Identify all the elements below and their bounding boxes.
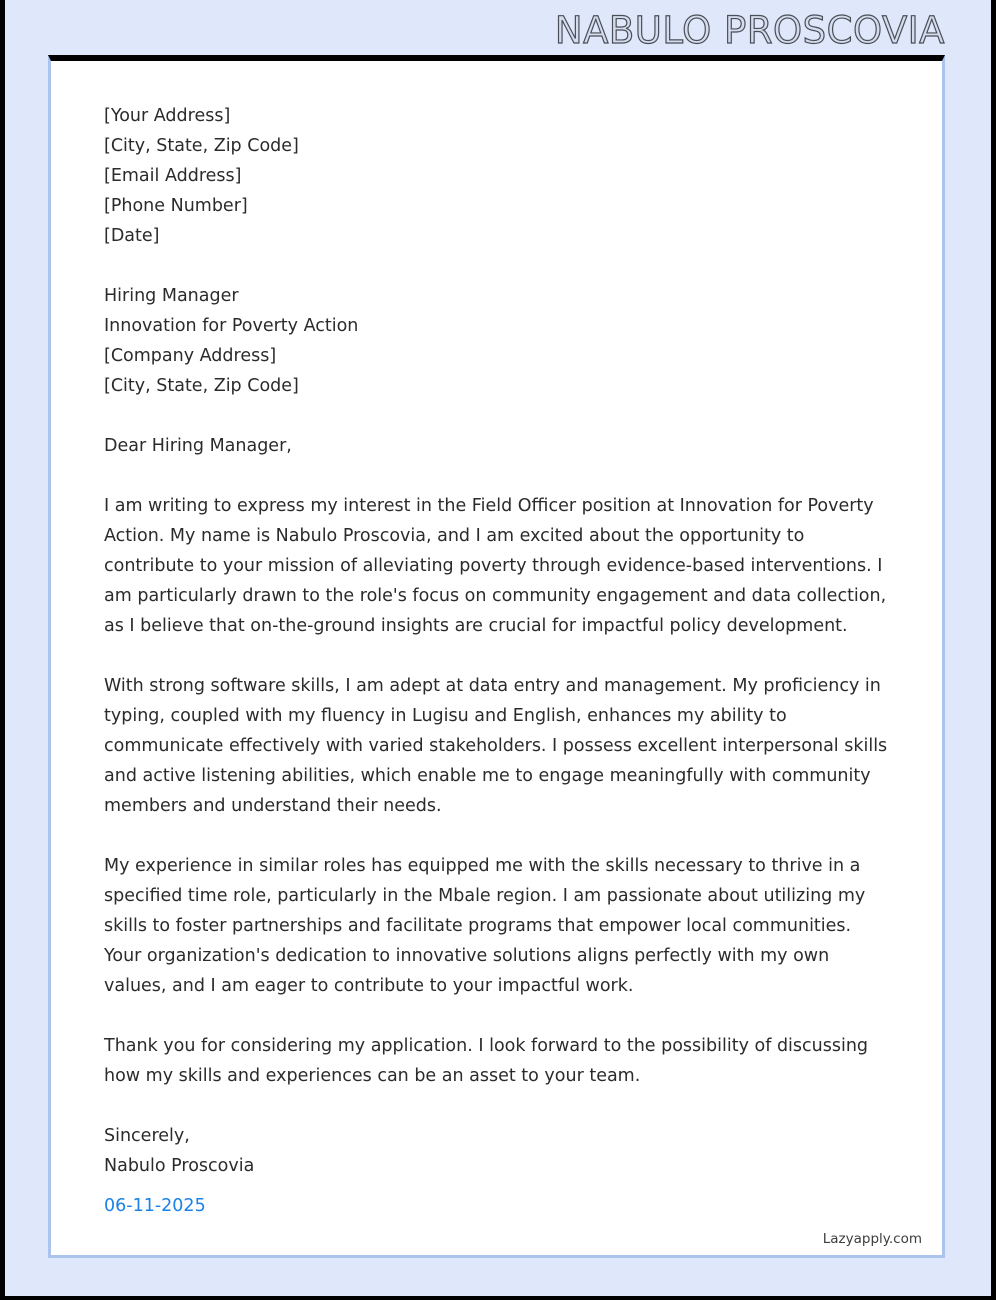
closing-block — [104, 1121, 902, 1221]
sender-address-line: [Date] — [104, 226, 160, 246]
closing-salutation: Sincerely, — [104, 1126, 190, 1146]
body-paragraph: Thank you for considering my application. I look forward to the possibility of discussing how my skills and experiences can be an asset to your team. — [104, 1036, 869, 1086]
footer-watermark: Lazyapply.com — [822, 1231, 922, 1247]
sender-address-line: [Email Address] — [104, 166, 242, 186]
signature-name: Nabulo Proscovia — [104, 1156, 255, 1176]
sender-address-line: [Phone Number] — [104, 196, 248, 216]
sender-address-line: [Your Address] — [104, 106, 231, 126]
sender-address-block — [104, 101, 902, 251]
body-paragraph: My experience in similar roles has equipped me with the skills necessary to thrive in a specified time role, particularly in the Mbale region. I am passionate about utilizing my skills to foster partnerships and facilitate programs that empower local communities. Your organization's dedication to innovative solutions aligns perfectly with my own values, and I am eager to contribute to your impactful work. — [104, 856, 866, 996]
recipient-address-line: [Company Address] — [104, 346, 277, 366]
letter-body — [51, 61, 942, 1255]
page-title: NABULO PROSCOVIA — [554, 9, 945, 52]
salutation: Dear Hiring Manager, — [104, 436, 292, 456]
recipient-address-line: Innovation for Poverty Action — [104, 316, 359, 336]
recipient-address-line: Hiring Manager — [104, 286, 239, 306]
document-header — [5, 0, 991, 55]
recipient-address-line: [City, State, Zip Code] — [104, 376, 299, 396]
recipient-address-block — [104, 281, 902, 401]
signature-date: 06-11-2025 — [104, 1196, 206, 1216]
body-paragraph: With strong software skills, I am adept at data entry and management. My proficiency in typing, coupled with my fluency in Lugisu and English, enhances my ability to communicate effectively with varied stakeholders. I possess excellent interpersonal skills and active listening abilities, which enable me to engage meaningfully with community members and understand their needs. — [104, 676, 888, 816]
body-paragraph: I am writing to express my interest in the Field Officer position at Innovation for Poverty Action. My name is Nabulo Proscovia, and I am excited about the opportunity to contribute to your mission of alleviating poverty through evidence-based interventions. I am particularly drawn to the role's focus on community engagement and data collection, as I believe that on-the-ground insights are crucial for impactful policy development. — [104, 496, 887, 636]
sender-address-line: [City, State, Zip Code] — [104, 136, 299, 156]
letter-card — [48, 55, 945, 1258]
